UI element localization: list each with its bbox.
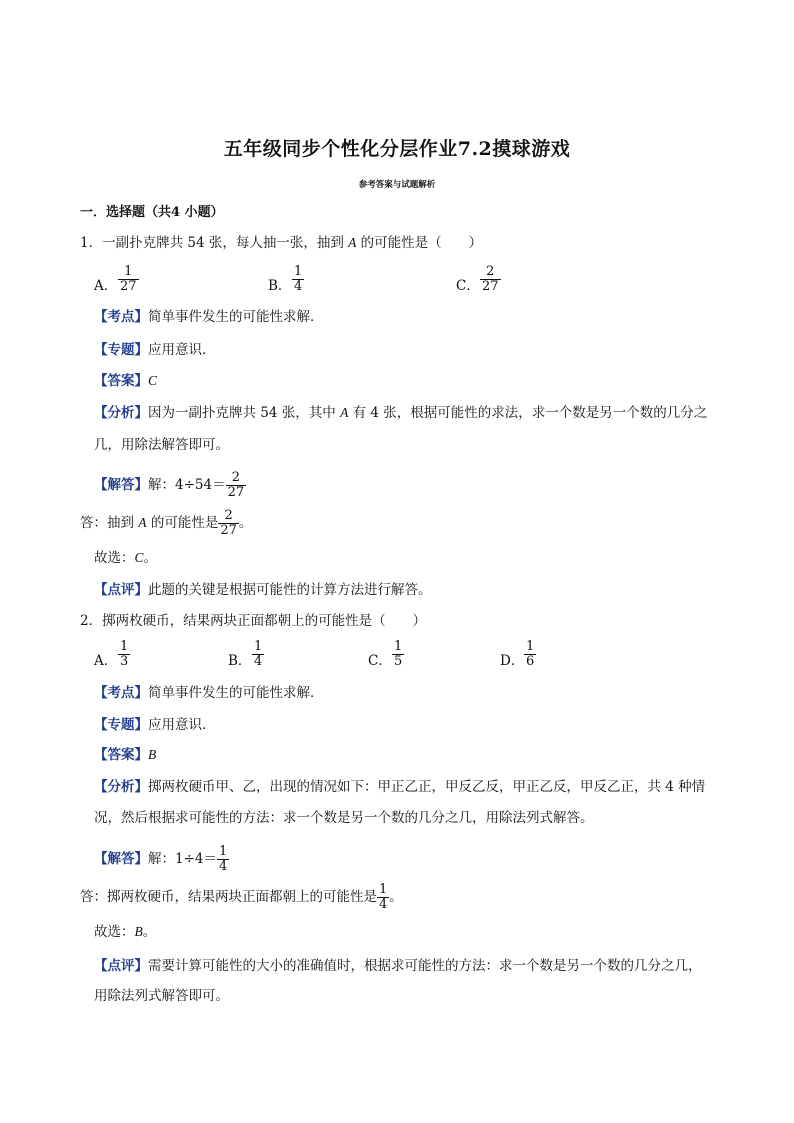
choose-text-pre: 故选： bbox=[94, 924, 135, 940]
fraction-numerator: 1 bbox=[219, 844, 228, 859]
fraction-denominator: 27 bbox=[220, 523, 237, 538]
fraction-numerator: 1 bbox=[294, 264, 303, 279]
answer-text-pre: 答：抽到 bbox=[80, 515, 139, 531]
answer-text-mid: 的可能性是 bbox=[146, 515, 219, 531]
answer-fraction bbox=[218, 509, 239, 538]
page-subtitle: 参考答案与试题解析 bbox=[358, 180, 436, 190]
q1-dianping bbox=[94, 580, 432, 600]
answer-fraction bbox=[377, 883, 389, 912]
fenxi-tag: 【分析】 bbox=[94, 405, 148, 421]
option-fraction bbox=[292, 265, 304, 294]
fraction-denominator: 5 bbox=[394, 654, 403, 669]
choose-text-post: 。 bbox=[142, 924, 157, 940]
dianping-tag: 【点评】 bbox=[94, 958, 148, 974]
option-letter: D． bbox=[500, 653, 525, 669]
fraction-denominator: 3 bbox=[120, 654, 129, 669]
q1-fenxi bbox=[94, 403, 707, 423]
fraction-denominator: 6 bbox=[526, 654, 535, 669]
answer-text-post: 。 bbox=[389, 889, 403, 905]
section-heading: 一．选择题（共4 小题） bbox=[80, 205, 224, 220]
option-letter: B． bbox=[268, 278, 292, 294]
choose-var: B bbox=[134, 924, 143, 939]
q2-jieda bbox=[94, 842, 229, 876]
fraction-denominator: 27 bbox=[120, 279, 137, 294]
fraction-numerator: 1 bbox=[254, 639, 263, 654]
answer-text-pre: 答：掷两枚硬币，结果两块正面都朝上的可能性是 bbox=[80, 889, 377, 905]
q2-kaodian bbox=[94, 683, 324, 703]
fraction-denominator: 27 bbox=[482, 279, 499, 294]
q1-answer bbox=[80, 506, 252, 540]
fraction-numerator: 2 bbox=[486, 264, 495, 279]
option-letter: C． bbox=[368, 653, 392, 669]
zhuanti-tag: 【专题】 bbox=[94, 717, 148, 733]
dianping-text: 需要计算可能性的大小的准确值时，根据求可能性的方法：求一个数是另一个数的几分之几， bbox=[148, 958, 702, 974]
zhuanti-tag: 【专题】 bbox=[94, 342, 148, 358]
jieda-fraction bbox=[217, 845, 229, 874]
daan-text: B bbox=[148, 747, 157, 762]
daan-tag: 【答案】 bbox=[94, 747, 148, 763]
q1-choose bbox=[94, 548, 157, 568]
fenxi-var: A bbox=[340, 405, 349, 420]
choose-text-post: 。 bbox=[143, 550, 158, 566]
option-fraction bbox=[392, 640, 404, 669]
q1-stem-text-post: 的可能性是（ ） bbox=[356, 235, 483, 251]
jieda-fraction bbox=[226, 471, 247, 500]
daan-text: C bbox=[148, 373, 158, 388]
option-fraction bbox=[480, 265, 501, 294]
fenxi-tag: 【分析】 bbox=[94, 779, 148, 795]
fraction-numerator: 2 bbox=[224, 508, 233, 523]
answer-text-post: 。 bbox=[238, 515, 253, 531]
fenxi-text-post: 有 4 张，根据可能性的求法，求一个数是另一个数的几分之 bbox=[348, 405, 708, 421]
jieda-expression: 解：1÷4＝ bbox=[148, 851, 217, 867]
jieda-tag: 【解答】 bbox=[94, 477, 148, 493]
option-letter: B． bbox=[228, 653, 252, 669]
fraction-denominator: 4 bbox=[254, 654, 263, 669]
fenxi-text: 掷两枚硬币甲、乙，出现的情况如下：甲正乙正，甲反乙反，甲正乙反，甲反乙正，共 4 种情 bbox=[148, 779, 706, 795]
q1-jieda bbox=[94, 468, 246, 502]
answer-var: A bbox=[138, 515, 147, 530]
fraction-denominator: 4 bbox=[219, 859, 228, 874]
q1-daan bbox=[94, 371, 157, 391]
fraction-numerator: 1 bbox=[526, 639, 535, 654]
daan-tag: 【答案】 bbox=[94, 373, 148, 389]
fraction-numerator: 1 bbox=[394, 639, 403, 654]
jieda-tag: 【解答】 bbox=[94, 851, 148, 867]
dianping-text: 此题的关键是根据可能性的计算方法进行解答。 bbox=[148, 582, 432, 598]
fenxi-text-pre: 因为一副扑克牌共 54 张，其中 bbox=[148, 405, 341, 421]
q2-dianping bbox=[94, 956, 702, 976]
fraction-denominator: 4 bbox=[294, 279, 303, 294]
q2-answer bbox=[80, 880, 403, 914]
fraction-numerator: 1 bbox=[120, 639, 129, 654]
dianping-tag: 【点评】 bbox=[94, 582, 148, 598]
option-letter: A． bbox=[94, 278, 118, 294]
jieda-expression: 解：4÷54＝ bbox=[148, 477, 226, 493]
option-fraction bbox=[118, 265, 139, 294]
q2-daan bbox=[94, 745, 156, 765]
zhuanti-text: 应用意识． bbox=[148, 342, 216, 358]
fraction-denominator: 4 bbox=[379, 897, 388, 912]
kaodian-tag: 【考点】 bbox=[94, 309, 148, 325]
q2-fenxi-line2: 况，然后根据求可能性的方法：求一个数是另一个数的几分之几，用除法列式解答。 bbox=[94, 810, 594, 826]
option-fraction bbox=[252, 640, 264, 669]
zhuanti-text: 应用意识． bbox=[148, 717, 216, 733]
q1-fenxi-line2: 几，用除法解答即可。 bbox=[94, 437, 229, 453]
q2-zhuanti bbox=[94, 715, 216, 735]
choose-text-pre: 故选： bbox=[94, 550, 135, 566]
q1-stem bbox=[80, 233, 482, 253]
choose-var: C bbox=[134, 550, 144, 565]
q2-dianping-line2: 用除法列式解答即可。 bbox=[94, 988, 229, 1004]
q1-kaodian bbox=[94, 307, 324, 327]
option-fraction bbox=[118, 640, 130, 669]
page-title: 五年级同步个性化分层作业7.2摸球游戏 bbox=[223, 138, 571, 160]
kaodian-tag: 【考点】 bbox=[94, 685, 148, 701]
q2-fenxi bbox=[94, 777, 705, 797]
option-letter: C． bbox=[456, 278, 480, 294]
kaodian-text: 简单事件发生的可能性求解． bbox=[148, 685, 324, 701]
option-letter: A． bbox=[94, 653, 118, 669]
kaodian-text: 简单事件发生的可能性求解． bbox=[148, 309, 324, 325]
q1-stem-text-pre: 1．一副扑克牌共 54 张，每人抽一张，抽到 bbox=[80, 235, 349, 251]
q2-choose bbox=[94, 922, 156, 942]
fraction-numerator: 1 bbox=[124, 264, 133, 279]
option-fraction bbox=[524, 640, 536, 669]
fraction-numerator: 2 bbox=[231, 470, 240, 485]
q1-zhuanti bbox=[94, 340, 216, 360]
q1-stem-var: A bbox=[348, 235, 357, 250]
q2-stem: 2．掷两枚硬币，结果两块正面都朝上的可能性是（ ） bbox=[80, 613, 427, 629]
fraction-denominator: 27 bbox=[227, 485, 245, 500]
fraction-numerator: 1 bbox=[379, 882, 388, 897]
